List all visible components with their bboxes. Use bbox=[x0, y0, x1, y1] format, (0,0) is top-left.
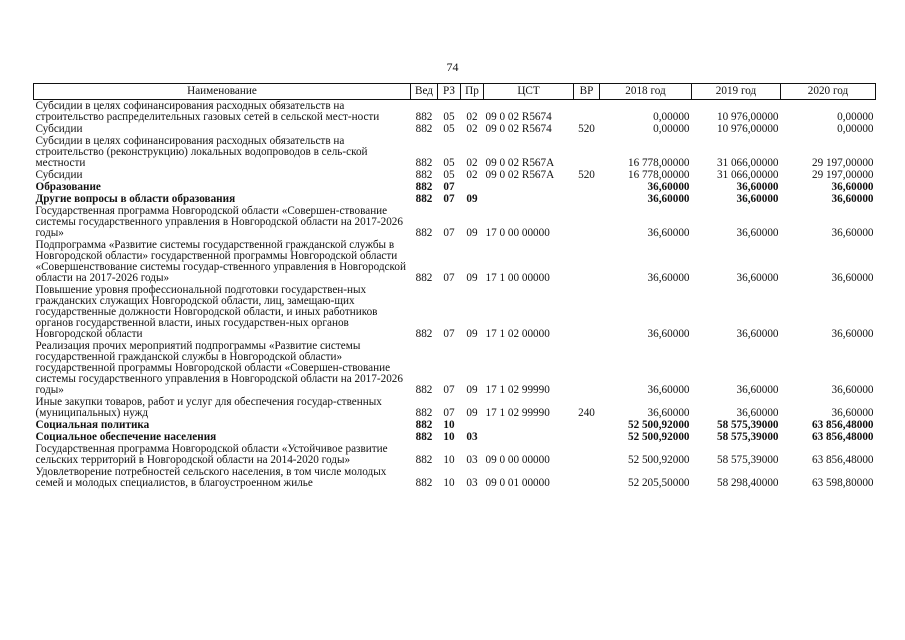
page-number: 74 bbox=[446, 60, 459, 74]
cell-2020: 36,60000 bbox=[831, 328, 874, 340]
cell-ved: 882 bbox=[415, 419, 433, 431]
table-body bbox=[34, 100, 876, 490]
cell-2020: 63 856,48000 bbox=[811, 431, 874, 443]
cell-pr bbox=[461, 419, 484, 431]
cell-vr bbox=[574, 193, 600, 205]
cell-vr bbox=[574, 135, 600, 169]
cell-rz: 07 bbox=[443, 227, 455, 239]
table-row bbox=[34, 340, 876, 396]
cell-2019: 31 066,00000 bbox=[716, 157, 779, 169]
cell-2020: 29 197,00000 bbox=[811, 157, 874, 169]
cell-pr: 09 bbox=[466, 384, 478, 396]
cell-2019: 36,60000 bbox=[736, 227, 779, 239]
table-row bbox=[34, 193, 876, 205]
cell-cst bbox=[484, 181, 574, 193]
cell-vr: 520 bbox=[578, 123, 595, 135]
cell-name: Подпрограмма «Развитие системы государственной гражданской службы в Новгородской области» государственной программы Новгородской области «Совершенствование системы государ-ственного управления в Новгородской области на 2017-2026 годы» bbox=[35, 239, 406, 284]
cell-pr: 09 bbox=[466, 193, 478, 205]
cell-2018: 52 500,92000 bbox=[627, 419, 690, 431]
cell-2018: 52 205,50000 bbox=[627, 477, 690, 489]
cell-vr bbox=[574, 443, 600, 466]
cell-2020: 36,60000 bbox=[831, 181, 874, 193]
cell-2020: 36,60000 bbox=[831, 193, 874, 205]
cell-2019: 36,60000 bbox=[736, 272, 779, 284]
cell-2018: 36,60000 bbox=[647, 272, 690, 284]
cell-ved: 882 bbox=[415, 407, 433, 419]
cell-2020: 36,60000 bbox=[831, 227, 874, 239]
header-ved: Вед bbox=[411, 84, 438, 100]
cell-cst: 09 0 02 R5674 bbox=[485, 111, 552, 123]
cell-ved: 882 bbox=[415, 384, 433, 396]
cell-ved: 882 bbox=[415, 111, 433, 123]
cell-name: Социальная политика bbox=[35, 419, 150, 431]
cell-ved: 882 bbox=[415, 157, 433, 169]
table-row bbox=[34, 181, 876, 193]
cell-name: Субсидии в целях софинансирования расходных обязательств на строительство (реконструкцию) локальных водопроводов в сель-ской местности bbox=[35, 135, 368, 169]
cell-cst bbox=[484, 193, 574, 205]
cell-pr: 09 bbox=[466, 407, 478, 419]
cell-rz: 07 bbox=[443, 193, 455, 205]
cell-vr: 240 bbox=[578, 407, 595, 419]
cell-vr bbox=[574, 340, 600, 396]
cell-2019: 36,60000 bbox=[736, 193, 779, 205]
cell-cst: 17 1 02 99990 bbox=[485, 384, 550, 396]
table-row bbox=[34, 239, 876, 284]
cell-ved: 882 bbox=[415, 181, 433, 193]
cell-2020: 63 856,48000 bbox=[811, 419, 874, 431]
table-row bbox=[34, 123, 876, 135]
cell-name: Повышение уровня профессиональной подготовки государствен-ных гражданских служащих Новгородской области, лиц, замещаю-щих государственные должности Новгородской области, и иных работников органов государственной власти, иных государствен-ных органов Новгородской области bbox=[35, 284, 378, 340]
cell-pr: 02 bbox=[466, 111, 478, 123]
cell-cst: 17 1 02 99990 bbox=[485, 407, 550, 419]
cell-rz: 05 bbox=[443, 157, 455, 169]
cell-2018: 0,00000 bbox=[653, 123, 690, 135]
cell-name: Удовлетворение потребностей сельского населения, в том числе молодых семей и молодых специалистов, в благоустроенном жилье bbox=[35, 466, 387, 489]
cell-ved: 882 bbox=[415, 272, 433, 284]
table-row bbox=[34, 443, 876, 466]
cell-pr: 02 bbox=[466, 123, 478, 135]
cell-pr: 09 bbox=[466, 272, 478, 284]
cell-vr bbox=[574, 181, 600, 193]
cell-name: Субсидии в целях софинансирования расходных обязательств на строительство распределительных газовых сетей в сельской мест-ности bbox=[35, 100, 380, 123]
cell-vr: 520 bbox=[578, 169, 595, 181]
cell-2019: 36,60000 bbox=[736, 328, 779, 340]
cell-2019: 36,60000 bbox=[736, 384, 779, 396]
cell-rz: 07 bbox=[443, 384, 455, 396]
cell-pr: 02 bbox=[466, 157, 478, 169]
cell-ved: 882 bbox=[415, 193, 433, 205]
cell-ved: 882 bbox=[415, 169, 433, 181]
cell-2020: 36,60000 bbox=[831, 407, 874, 419]
cell-ved: 882 bbox=[415, 477, 433, 489]
cell-name: Другие вопросы в области образования bbox=[35, 193, 236, 205]
cell-rz: 07 bbox=[443, 181, 455, 193]
cell-rz: 05 bbox=[443, 111, 455, 123]
cell-ved: 882 bbox=[415, 454, 433, 466]
cell-name: Реализация прочих мероприятий подпрограммы «Развитие системы государственной гражданской службы в Новгородской области» государственной программы Новгородской области «Совершен-ствование системы государственного управления в Новгородской области на 2017-2026 годы» bbox=[35, 340, 403, 396]
cell-rz: 07 bbox=[443, 407, 455, 419]
table-row bbox=[34, 205, 876, 239]
cell-2019: 58 575,39000 bbox=[716, 431, 779, 443]
cell-2019: 58 575,39000 bbox=[716, 454, 779, 466]
cell-pr: 02 bbox=[466, 169, 478, 181]
cell-cst: 17 0 00 00000 bbox=[485, 227, 550, 239]
header-rz: РЗ bbox=[438, 84, 461, 100]
cell-2018: 36,60000 bbox=[647, 227, 690, 239]
cell-rz: 05 bbox=[443, 123, 455, 135]
table-row bbox=[34, 466, 876, 489]
cell-ved: 882 bbox=[415, 123, 433, 135]
cell-pr: 03 bbox=[466, 431, 478, 443]
cell-2018: 36,60000 bbox=[647, 181, 690, 193]
cell-ved: 882 bbox=[415, 227, 433, 239]
cell-cst: 09 0 02 R567A bbox=[485, 169, 555, 181]
cell-vr bbox=[574, 100, 600, 124]
header-2020: 2020 год bbox=[781, 84, 876, 100]
cell-2018: 36,60000 bbox=[647, 328, 690, 340]
header-2018: 2018 год bbox=[600, 84, 692, 100]
cell-2019: 10 976,00000 bbox=[716, 123, 779, 135]
cell-2018: 36,60000 bbox=[647, 407, 690, 419]
header-pr: Пр bbox=[461, 84, 484, 100]
cell-2020: 63 598,80000 bbox=[811, 477, 874, 489]
cell-cst: 09 0 00 00000 bbox=[485, 454, 550, 466]
cell-rz: 10 bbox=[443, 477, 455, 489]
table-row bbox=[34, 419, 876, 431]
table-row bbox=[34, 135, 876, 169]
cell-vr bbox=[574, 431, 600, 443]
header-name: Наименование bbox=[34, 84, 411, 100]
cell-rz: 10 bbox=[443, 431, 455, 443]
cell-2018: 16 778,00000 bbox=[627, 157, 690, 169]
cell-2019: 10 976,00000 bbox=[716, 111, 779, 123]
table-row bbox=[34, 396, 876, 419]
cell-2020: 63 856,48000 bbox=[811, 454, 874, 466]
cell-2019: 36,60000 bbox=[736, 181, 779, 193]
cell-2019: 58 575,39000 bbox=[716, 419, 779, 431]
cell-2020: 36,60000 bbox=[831, 384, 874, 396]
cell-cst bbox=[484, 431, 574, 443]
cell-cst bbox=[484, 419, 574, 431]
cell-ved: 882 bbox=[415, 328, 433, 340]
cell-vr bbox=[574, 466, 600, 489]
budget-table bbox=[33, 83, 876, 489]
cell-rz: 05 bbox=[443, 169, 455, 181]
cell-2020: 0,00000 bbox=[837, 111, 874, 123]
cell-name: Государственная программа Новгородской области «Совершен-ствование системы государственного управления в Новгородской области на 2017-2026 годы» bbox=[35, 205, 403, 239]
cell-vr bbox=[574, 419, 600, 431]
cell-2019: 31 066,00000 bbox=[716, 169, 779, 181]
cell-2018: 36,60000 bbox=[647, 193, 690, 205]
cell-ved: 882 bbox=[415, 431, 433, 443]
header-vr: ВР bbox=[574, 84, 600, 100]
cell-rz: 10 bbox=[443, 454, 455, 466]
cell-pr: 03 bbox=[466, 477, 478, 489]
cell-name: Субсидии bbox=[35, 123, 83, 135]
cell-2018: 16 778,00000 bbox=[627, 169, 690, 181]
table-row bbox=[34, 284, 876, 340]
header-cst: ЦСТ bbox=[484, 84, 574, 100]
cell-name: Государственная программа Новгородской области «Устойчивое развитие сельских территорий в Новгородской области на 2014-2020 годы» bbox=[35, 443, 388, 466]
cell-pr bbox=[461, 181, 484, 193]
cell-vr bbox=[574, 284, 600, 340]
cell-2018: 0,00000 bbox=[653, 111, 690, 123]
cell-pr: 03 bbox=[466, 454, 478, 466]
cell-rz: 07 bbox=[443, 328, 455, 340]
cell-2020: 36,60000 bbox=[831, 272, 874, 284]
table-row bbox=[34, 100, 876, 124]
table-row bbox=[34, 431, 876, 443]
cell-2019: 36,60000 bbox=[736, 407, 779, 419]
cell-name: Иные закупки товаров, работ и услуг для обеспечения государ-ственных (муниципальных) нужд bbox=[35, 396, 382, 419]
cell-cst: 09 0 02 R567A bbox=[485, 157, 555, 169]
cell-2020: 29 197,00000 bbox=[811, 169, 874, 181]
cell-cst: 09 0 01 00000 bbox=[485, 477, 550, 489]
cell-cst: 17 1 00 00000 bbox=[485, 272, 550, 284]
table-row bbox=[34, 169, 876, 181]
cell-name: Образование bbox=[35, 181, 101, 193]
cell-pr: 09 bbox=[466, 227, 478, 239]
cell-vr bbox=[574, 239, 600, 284]
cell-2018: 36,60000 bbox=[647, 384, 690, 396]
cell-name: Субсидии bbox=[35, 169, 83, 181]
cell-name: Социальное обеспечение населения bbox=[35, 431, 217, 443]
cell-2019: 58 298,40000 bbox=[716, 477, 779, 489]
cell-2018: 52 500,92000 bbox=[627, 431, 690, 443]
cell-cst: 17 1 02 00000 bbox=[485, 328, 550, 340]
header-2019: 2019 год bbox=[692, 84, 781, 100]
cell-rz: 10 bbox=[443, 419, 455, 431]
table-header-row bbox=[34, 84, 876, 100]
cell-rz: 07 bbox=[443, 272, 455, 284]
cell-vr bbox=[574, 205, 600, 239]
cell-2018: 52 500,92000 bbox=[627, 454, 690, 466]
cell-pr: 09 bbox=[466, 328, 478, 340]
cell-cst: 09 0 02 R5674 bbox=[485, 123, 552, 135]
cell-2020: 0,00000 bbox=[837, 123, 874, 135]
